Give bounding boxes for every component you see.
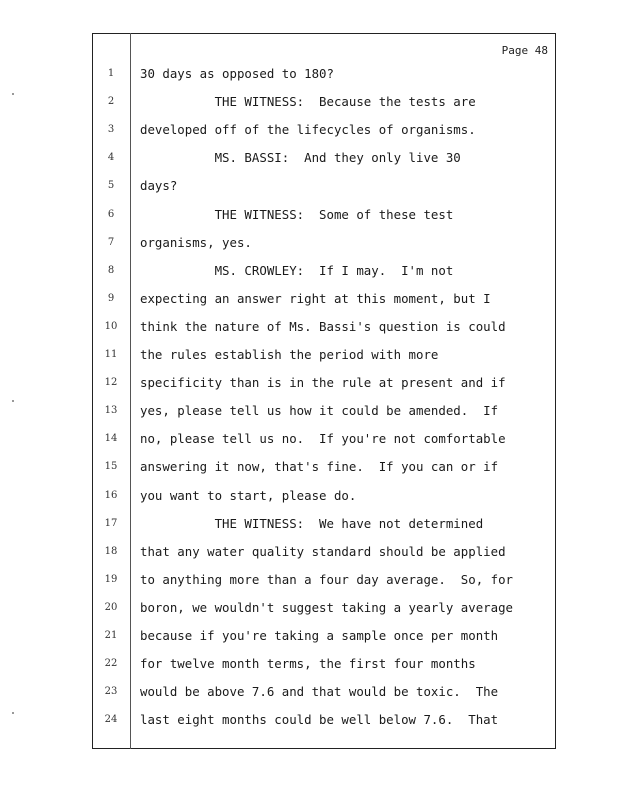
transcript-line: days?: [140, 178, 178, 194]
transcript-line: because if you're taking a sample once per month: [140, 628, 499, 643]
transcript-line: that any water quality standard should be applied: [140, 543, 506, 559]
transcript-line: answering it now, that's fine. If you can or if: [140, 459, 499, 475]
transcript-line: expecting an answer right at this moment, but I: [140, 290, 491, 306]
line-number: 9: [107, 292, 115, 304]
transcript-line: specificity than is in the rule at present and if: [140, 375, 506, 391]
line-number: 16: [104, 489, 118, 501]
page-number: Page 48: [501, 44, 548, 57]
transcript-line: THE WITNESS: Some of these test: [140, 206, 454, 222]
line-number: 11: [104, 349, 118, 360]
transcript-line: organisms, yes.: [140, 234, 252, 250]
scan-speck: [12, 93, 14, 95]
transcript-line: to anything more than a four day average. So, for: [140, 571, 513, 587]
line-number-divider: [130, 33, 131, 749]
line-number: 21: [104, 630, 118, 641]
transcript-line: the rules establish the period with more: [140, 347, 439, 362]
line-number: 12: [104, 377, 118, 389]
line-number: 15: [104, 461, 118, 473]
transcript-line: THE WITNESS: We have not determined: [140, 515, 484, 531]
transcript-line: think the nature of Ms. Bassi's question is could: [140, 318, 506, 334]
line-number: 22: [104, 658, 118, 670]
transcript-line: would be above 7.6 and that would be toxic. The: [140, 684, 499, 700]
transcript-line: you want to start, please do.: [140, 487, 357, 503]
line-number: 6: [107, 208, 115, 220]
line-number: 8: [107, 264, 115, 276]
transcript-line: 30 days as opposed to 180?: [140, 66, 334, 81]
transcript-line: no, please tell us no. If you're not comfortable: [140, 431, 506, 447]
transcript-line: boron, we wouldn't suggest taking a yearly average: [140, 599, 513, 615]
transcript-line: yes, please tell us how it could be amended. If: [140, 403, 499, 419]
line-number: 23: [104, 686, 118, 698]
transcript-line: for twelve month terms, the first four months: [140, 656, 476, 672]
line-number: 1: [107, 68, 115, 79]
line-number: 19: [104, 573, 118, 585]
line-number: 18: [104, 545, 118, 557]
line-number: 24: [104, 714, 118, 726]
line-number: 3: [107, 124, 115, 136]
line-number: 5: [107, 180, 115, 192]
transcript-line: last eight months could be well below 7.6. That: [140, 712, 499, 728]
line-number: 10: [104, 320, 118, 332]
transcript-line: THE WITNESS: Because the tests are: [140, 94, 476, 110]
line-number: 7: [107, 236, 115, 248]
transcript-line: developed off of the lifecycles of organisms.: [140, 122, 476, 138]
transcript-line: MS. BASSI: And they only live 30: [140, 150, 461, 166]
line-number: 17: [104, 517, 118, 529]
line-number: 13: [104, 405, 118, 417]
scan-speck: [12, 400, 14, 402]
line-number: 14: [104, 433, 118, 445]
line-number: 4: [107, 152, 115, 164]
line-number: 2: [107, 96, 115, 108]
scan-speck: [12, 712, 14, 714]
line-number: 20: [104, 601, 118, 613]
transcript-line: MS. CROWLEY: If I may. I'm not: [140, 262, 454, 278]
